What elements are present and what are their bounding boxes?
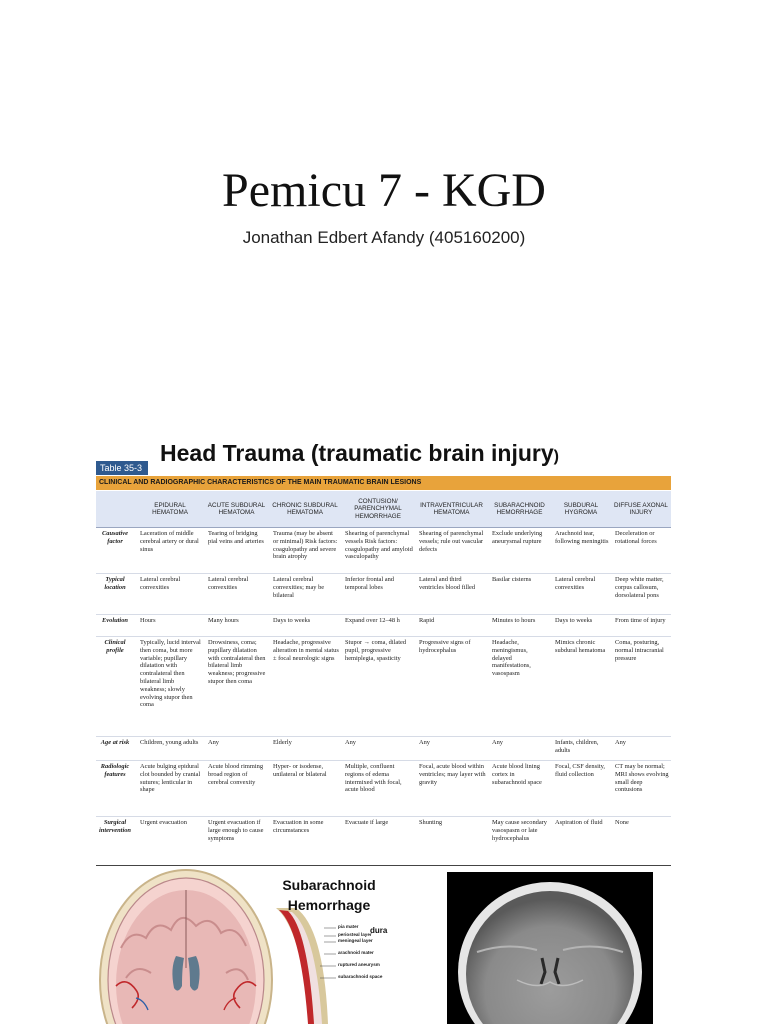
section-heading-paren: )	[553, 448, 559, 465]
table-cell: Lateral cerebral convexities; may be bilateral	[269, 574, 341, 615]
table-cell: Headache, progressive alteration in mental status ± focal neurologic signs	[269, 637, 341, 737]
table-cell: Stupor → coma, dilated pupil, progressive hemiplegia, spasticity	[341, 637, 415, 737]
header-cell: ACUTE SUBDURAL HEMATOMA	[204, 491, 269, 528]
table-cell: Hyper- or isodense, unilateral or bilateral	[269, 761, 341, 817]
table-cell: Typically, lucid interval then coma, but more variable; pupillary dilatation with contralateral then bilateral limb weakness; slowly evolving stupor then coma	[136, 637, 204, 737]
table-cell: Hours	[136, 615, 204, 637]
table-cell: Mimics chronic subdural hematoma	[551, 637, 611, 737]
slide-author: Jonathan Edbert Afandy (405160200)	[242, 228, 526, 247]
header-cell: SUBDURAL HYGROMA	[551, 491, 611, 528]
ct-scan-image	[447, 872, 653, 1024]
annotation-periosteal-layer: periosteal layer	[338, 932, 372, 937]
table-cell: Any	[415, 737, 488, 761]
table-cell: Rapid	[415, 615, 488, 637]
section-heading-text: Head Trauma (traumatic brain injury	[160, 440, 554, 466]
row-label: Radiologic features	[96, 761, 136, 817]
figure-title-line-2: Hemorrhage	[287, 897, 371, 913]
table-cell: Expand over 12–48 h	[341, 615, 415, 637]
table-cell: Tearing of bridging pial veins and arteries	[204, 528, 269, 574]
table-cell: Urgent evacuation	[140, 819, 187, 826]
table-cell: Aspiration of fluid	[555, 819, 603, 826]
table-caption: CLINICAL AND RADIOGRAPHIC CHARACTERISTICS OF THE MAIN TRAUMATIC BRAIN LESIONS	[96, 476, 671, 490]
table-cell: Inferior frontal and temporal lobes	[341, 574, 415, 615]
table-cell: Lateral cerebral convexities	[204, 574, 269, 615]
table-cell: May cause secondary vasospasm or late hydrocephalus	[492, 819, 548, 842]
annotation-subarachnoid-space: subarachnoid space	[338, 974, 383, 979]
table-cell: Days to weeks	[269, 615, 341, 637]
table-cell: Trauma (may be absent or minimal) Risk factors: coagulopathy and severe brain atrophy	[269, 528, 341, 574]
table-row	[96, 761, 671, 817]
table-cell: Shearing of parenchymal vessels Risk factors: coagulopathy and amyloid vasculopathy	[341, 528, 415, 574]
table-row	[96, 637, 671, 737]
header-cell: INTRAVENTRICULAR HEMATOMA	[415, 491, 488, 528]
table-cell: Coma, posturing, normal intracranial pressure	[611, 637, 671, 737]
table-cell: Laceration of middle cerebral artery or dural sinus	[136, 528, 204, 574]
table-cell: Lateral cerebral convexities	[136, 574, 204, 615]
table-cell: Any	[204, 737, 269, 761]
annotation-ruptured-aneurysm: ruptured aneurysm	[338, 962, 380, 967]
table-cell: Children, young adults	[136, 737, 204, 761]
header-cell	[96, 491, 136, 528]
header-cell: CONTUSION/ PARENCHYMAL HEMORRHAGE	[341, 491, 415, 528]
table-cell: Days to weeks	[551, 615, 611, 637]
figure-title-line-1: Subarachnoid	[282, 877, 376, 893]
header-cell: EPIDURAL HEMATOMA	[136, 491, 204, 528]
table-cell: From time of injury	[611, 615, 671, 637]
table-cell: Exclude underlying aneurysmal rupture	[488, 528, 551, 574]
table-row	[96, 817, 671, 857]
table-cell: Any	[488, 737, 551, 761]
table-cell: Lateral and third ventricles blood filled	[415, 574, 488, 615]
row-label: Clinical profile	[96, 637, 136, 737]
table-cell: Drowsiness, coma; pupillary dilatation with contralateral then bilateral limb weakness; progressive stupor then coma	[204, 637, 269, 737]
annotation-pia-mater: pia mater	[338, 924, 359, 929]
table-row	[96, 615, 671, 637]
table-cell: Acute blood lining cortex in subarachnoid space	[488, 761, 551, 817]
row-label: Evolution	[96, 615, 136, 637]
table-grid	[96, 491, 671, 857]
annotation-arachnoid-mater: arachnoid mater	[338, 950, 374, 955]
figure-title	[258, 875, 400, 915]
header-cell: DIFFUSE AXONAL INJURY	[611, 491, 671, 528]
table-row	[96, 574, 671, 615]
dura-label: dura	[370, 926, 388, 935]
table-cell: None	[615, 819, 629, 826]
table-row	[96, 528, 671, 574]
row-label: Age at risk	[96, 737, 136, 761]
table-cell: Minutes to hours	[488, 615, 551, 637]
table-row	[96, 737, 671, 761]
lesion-table	[96, 461, 671, 865]
header-cell: CHRONIC SUBDURAL HEMATOMA	[269, 491, 341, 528]
row-label: Causative factor	[96, 528, 136, 574]
header-cell: SUBARACHNOID HEMORRHAGE	[488, 491, 551, 528]
table-cell: Deep white matter, corpus callosum, dorsolateral pons	[611, 574, 671, 615]
table-cell: Shunting	[419, 819, 443, 826]
table-cell: Progressive signs of hydrocephalus	[415, 637, 488, 737]
table-cell: Evacuate if large	[345, 819, 389, 826]
table-cell: Multiple, confluent regions of edema intermixed with focal, acute blood	[341, 761, 415, 817]
table-cell: Focal, acute blood within ventricles; may layer with gravity	[415, 761, 488, 817]
table-cell: Deceleration or rotational forces	[611, 528, 671, 574]
annotation-meningeal-layer: meningeal layer	[338, 938, 373, 943]
table-cell: Acute bulging epidural clot bounded by cranial sutures; lenticular in shape	[136, 761, 204, 817]
table-cell: CT may be normal; MRI shows evolving small deep contusions	[611, 761, 671, 817]
table-cell: Elderly	[269, 737, 341, 761]
row-label: Typical location	[96, 574, 136, 615]
table-cell: Arachnoid tear, following meningitis	[551, 528, 611, 574]
table-cell: Many hours	[204, 615, 269, 637]
table-cell: Any	[611, 737, 671, 761]
table-cell: Evacuation in some circumstances	[273, 819, 324, 834]
table-cell: Any	[341, 737, 415, 761]
table-cell: Headache, meningismus, delayed manifestations, vasospasm	[488, 637, 551, 737]
slide-title: Pemicu 7 - KGD	[222, 164, 546, 217]
table-cell: Focal, CSF density, fluid collection	[551, 761, 611, 817]
table-cell: Basilar cisterns	[488, 574, 551, 615]
table-cell: Urgent evacuation if large enough to cause symptoms	[208, 819, 264, 842]
table-cell: Lateral cerebral convexities	[551, 574, 611, 615]
row-label: Surgical intervention	[99, 819, 131, 834]
table-cell: Shearing of parenchymal vessels; rule out vascular defects	[415, 528, 488, 574]
table-cell: Infants, children, adults	[551, 737, 611, 761]
table-header-row	[96, 491, 671, 528]
table-bottom-rule	[96, 865, 671, 866]
table-cell: Acute blood rimming broad region of cerebral convexity	[204, 761, 269, 817]
table-number: Table 35-3	[96, 461, 148, 475]
